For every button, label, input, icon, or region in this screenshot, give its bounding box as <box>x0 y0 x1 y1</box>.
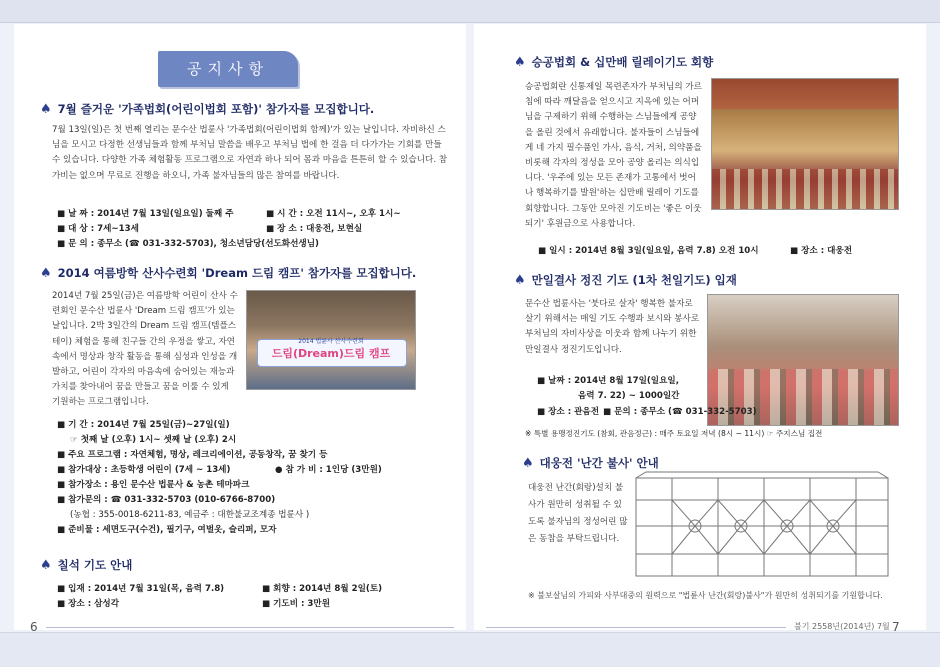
railing-diagram <box>632 470 892 582</box>
section-title: 7월 즐거운 '가족법회(어린이법회 포함)' 참가자를 모집합니다. <box>57 102 375 116</box>
info-account: (농협 : 355-0018-6211-83, 예금주 : 대한불교조계종 법륜사 ) <box>70 510 310 520</box>
special-note: ※ 특별 용맹정진기도 (참회, 관음정근) : 매주 토요일 저녁 (8시 ~ 11시) ☞ 주지스님 집전 <box>525 429 823 438</box>
section-heading <box>514 272 737 288</box>
section-body: 7월 13일(일)은 첫 번째 열리는 문수산 법륜사 '가족법회(어린이법회 함께)'가 있는 날입니다. 자비하신 스님을 모시고 다정한 선생님들과 함께 부처님 말씀을 배우고 부처님 법에 한 걸음 더 다가가는 기회를 만들 수 있습니다. 다양한 가족 체험활동 프로그램으로 자연과 하나 되어 몸과 마음을 튼튼히 할 수 있습니다. 참가비는 없으며 무료로 진행을 하오니, 가족 불자님들의 많은 참여를 바랍니다. <box>52 125 448 181</box>
info-contact: ■ 참가문의 : ☎ 031-332-5703 (010-6766-8700) <box>57 495 276 505</box>
info-program: ■ 주요 프로그램 : 자연체험, 명상, 레크리에이션, 공동창작, 꿈 찾기 등 <box>57 450 328 460</box>
section-heading <box>40 265 416 281</box>
spade-icon: ♠ <box>40 266 52 281</box>
bottom-border <box>0 632 940 667</box>
info-place: ■ 장 소 : 대웅전, 보현실 <box>266 224 363 234</box>
info-place: ■ 장소 : 관음전 <box>537 407 600 417</box>
footer-rule <box>486 627 786 628</box>
section-body: 승공법회란 신통제일 목련존자가 부처님의 가르침에 따라 깨달음을 얻으시고 지옥에 있는 어머님을 구제하기 위해 수행하는 스님들에게 공양을 올린 것에서 유래합니다. 불자들이 스님들에게 네 가지 필수품인 가사, 음식, 거처, 의약품을 비롯해 각자의 정성을 모아 공양 올리는 의식입니다. '우주에 있는 모든 존재가 고통에서 벗어나 행복하기를 발원'하는 십만배 릴레이 기도를 회향합니다. 그동안 모아진 기도비는 '좋은 이웃되기' 후원금으로 사용합니다. <box>525 82 702 229</box>
info-end: ■ 회향 : 2014년 8월 2일(토) <box>262 584 383 594</box>
info-contact: ■ 문의 : 종무소 (☎ 031-332-5703) <box>603 407 757 417</box>
spade-icon: ♠ <box>522 456 534 471</box>
section-heading <box>40 557 132 573</box>
spade-icon: ♠ <box>40 102 52 117</box>
section-body: 문수산 법륜사는 '붓다로 살자' 행복한 불자로 살기 위해서는 매일 기도 수행과 보시와 봉사로 부처님의 자비사상을 이웃과 함께 나누기 위한 만일결사 정진기도입니다. <box>525 299 700 355</box>
info-date: ■ 날짜 : 2014년 8월 17일(일요일, <box>537 376 679 386</box>
info-place: ■ 장소 : 대웅전 <box>790 246 853 256</box>
spade-icon: ♠ <box>514 55 526 70</box>
section-heading <box>522 455 659 471</box>
notice-banner <box>158 51 298 87</box>
info-fee: ■ 기도비 : 3만원 <box>262 599 331 609</box>
section-heading <box>40 101 374 117</box>
info-contact: ■ 문 의 : 종무소 (☎ 031-332-5703), 청소년담당(선도화선생님) <box>57 239 319 249</box>
footnote: ※ 불보살님의 가피와 사부대중의 원력으로 "법륜사 난간(회랑)불사"가 원만히 성취되기를 기원합니다. <box>528 591 883 600</box>
section-body: 2014년 7월 25일(금)은 여름방학 어린이 산사 수련회인 문수산 법륜사 'Dream 드림 캠프'가 있는 날입니다. 2박 3일간의 Dream 드림 캠프(템플스테이) 체험을 통해 친구들 간의 우정을 쌓고, 자연 속에서 명상과 창작 활동을 통해 심성과 인성을 개발하고, 어린이 각자의 마음속에 숨어있는 재능과 가치를 찾아내어 꿈을 만들고 꿈을 이룰 수 있게 기원하는 프로그램입니다. <box>52 291 238 408</box>
top-border <box>0 0 940 23</box>
section-heading <box>514 54 713 70</box>
info-period: ■ 기 간 : 2014년 7월 25일(금)~27일(일) <box>57 420 230 430</box>
banner-caption: 2014 법륜사 산사수련회 <box>298 338 364 345</box>
info-date: ■ 일시 : 2014년 8월 3일(일요일, 음력 7.8) 오전 10시 <box>538 246 759 256</box>
section-body: 대웅전 난간(회랑)설치 불사가 원만히 성취될 수 있도록 불자님의 정성어린 많은 동참을 부탁드립니다. <box>528 483 628 544</box>
page-number: 7 <box>892 620 900 634</box>
spade-icon: ♠ <box>514 273 526 288</box>
info-time: ■ 시 간 : 오전 11시~, 오후 1시~ <box>266 209 401 219</box>
section-title: 대웅전 '난간 불사' 안내 <box>539 456 659 470</box>
notice-title: 공지사항 <box>187 60 269 78</box>
info-fee: ● 참 가 비 : 1인당 (3만원) <box>275 465 382 475</box>
info-place: ■ 참가장소 : 용인 문수산 법륜사 & 농촌 테마파크 <box>57 480 250 490</box>
info-date-detail: 음력 7. 22) ~ 1000일간 <box>578 391 680 401</box>
info-target: ■ 대 상 : 7세~13세 <box>57 224 139 234</box>
info-target: ■ 참가대상 : 초등학생 어린이 (7세 ~ 13세) <box>57 465 231 475</box>
section-title: 만일결사 정진 기도 (1차 천일기도) 입재 <box>531 273 737 287</box>
info-start: ■ 입재 : 2014년 7월 31일(목, 음력 7.8) <box>57 584 225 594</box>
info-place: ■ 장소 : 삼성각 <box>57 599 120 609</box>
info-date: ■ 날 짜 : 2014년 7월 13일(일요일) 둘째 주 <box>57 209 234 219</box>
section-title: 승공법회 & 십만배 릴레이기도 회향 <box>531 55 714 69</box>
publication-info: 불기 2558년(2014년) 7월 <box>794 622 890 631</box>
camp-photo <box>246 290 416 390</box>
info-items: ■ 준비물 : 세면도구(수건), 필기구, 여벌옷, 슬리퍼, 모자 <box>57 525 277 535</box>
info-period-detail: ☞ 첫째 날 (오후) 1시~ 셋째 날 (오후) 2시 <box>70 435 237 445</box>
page-number: 6 <box>30 620 38 634</box>
spade-icon: ♠ <box>40 558 52 573</box>
camp-banner-text: 드림(Dream)드림 캠프 <box>271 347 391 360</box>
section-title: 2014 여름방학 산사수련회 'Dream 드림 캠프' 참가자를 모집합니다. <box>57 266 417 280</box>
ceremony-photo <box>711 78 899 210</box>
footer-rule <box>46 627 454 628</box>
section-title: 칠석 기도 안내 <box>57 558 133 572</box>
